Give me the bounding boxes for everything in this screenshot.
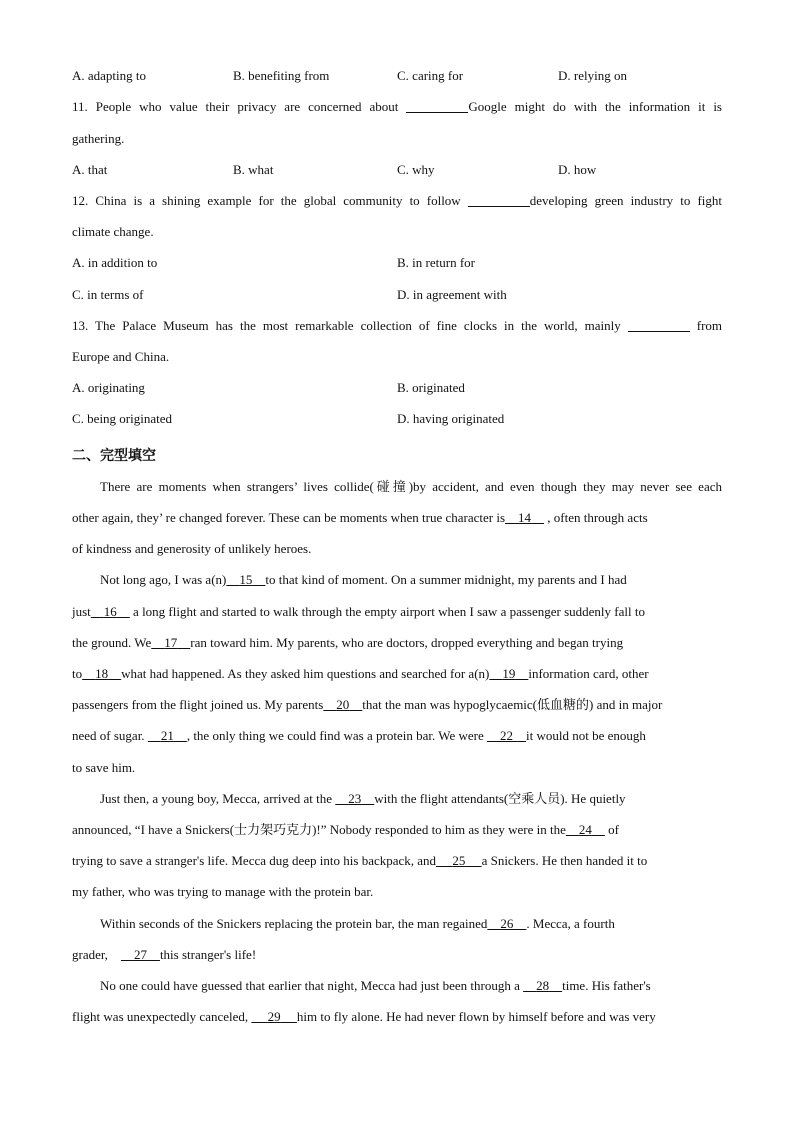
passage-line xyxy=(72,664,722,684)
passage-text: , often through acts xyxy=(544,510,648,525)
passage-line xyxy=(72,851,722,871)
blank-20 xyxy=(323,697,362,712)
blank-18 xyxy=(82,666,121,681)
blank-24 xyxy=(566,822,605,837)
q11-option-c: C. why xyxy=(397,162,435,177)
passage-text: flight was unexpectedly canceled, xyxy=(72,1009,249,1024)
blank-22 xyxy=(487,728,526,743)
passage-text: to xyxy=(72,666,83,681)
blank-number: 29 xyxy=(267,1009,281,1024)
q12-options-row2 xyxy=(72,285,722,305)
q11-stem-part2: Google might do with the information it is xyxy=(468,99,722,114)
blank-27 xyxy=(121,947,160,962)
q12-option-a: A. in addition to xyxy=(72,255,158,270)
blank-number: 26 xyxy=(500,916,514,931)
passage-line xyxy=(72,695,722,715)
blank-number: 14 xyxy=(518,510,532,525)
passage-text: this stranger's life! xyxy=(159,947,257,962)
passage-text: grader, xyxy=(72,947,108,962)
passage-text: the ground. We xyxy=(72,635,152,650)
passage-text: just xyxy=(72,604,91,619)
q12-stem-part2: developing green industry to fight xyxy=(529,193,722,208)
passage-text: Within seconds of the Snickers replacing the protein bar, the man regained xyxy=(100,916,488,931)
blank-number: 16 xyxy=(103,604,117,619)
passage-line xyxy=(72,508,722,528)
blank-number: 20 xyxy=(336,697,350,712)
passage-text: a Snickers. He then handed it to xyxy=(481,853,648,868)
passage-line xyxy=(72,945,722,965)
blank-26 xyxy=(487,916,526,931)
blank-17 xyxy=(151,635,190,650)
passage-text: need of sugar. xyxy=(72,728,145,743)
passage-line: There are moments when strangers’ lives collide(碰撞)by accident, and even though they may never see each xyxy=(100,479,722,494)
q12-stem-line1 xyxy=(72,191,722,211)
passage-text: other again, they’ re changed forever. These can be moments when true character is xyxy=(72,510,506,525)
blank-number: 15 xyxy=(239,572,253,587)
q13-stem-part2: from xyxy=(696,318,723,333)
passage-text: it would not be enough xyxy=(525,728,646,743)
passage-line: my father, who was trying to manage with the protein bar. xyxy=(72,884,374,899)
q11-options xyxy=(72,160,722,180)
passage-text: him to fly alone. He had never flown by himself before and was very xyxy=(296,1009,656,1024)
blank-19 xyxy=(489,666,528,681)
q10-options xyxy=(72,66,722,86)
passage-line: of kindness and generosity of unlikely heroes. xyxy=(72,541,312,556)
q13-stem-line1 xyxy=(72,316,722,336)
passage-text: ran toward him. My parents, who are doctors, dropped everything and began trying xyxy=(190,635,624,650)
passage-text: . Mecca, a fourth xyxy=(526,916,615,931)
passage-text: to that kind of moment. On a summer midnight, my parents and I had xyxy=(265,572,627,587)
passage-text: trying to save a stranger's life. Mecca dug deep into his backpack, and xyxy=(72,853,437,868)
q12-blank xyxy=(468,192,530,207)
q10-option-a: A. adapting to xyxy=(72,68,147,83)
q12-options-row1 xyxy=(72,253,722,273)
passage-text: a long flight and started to walk through the empty airport when I saw a passenger suddenly fall to xyxy=(129,604,645,619)
blank-number: 27 xyxy=(133,947,147,962)
q11-stem-part1: 11. People who value their privacy are concerned about xyxy=(72,99,399,114)
passage-text: No one could have guessed that earlier that night, Mecca had just been through a xyxy=(100,978,520,993)
q10-option-b: B. benefiting from xyxy=(233,68,330,83)
blank-number: 23 xyxy=(348,791,362,806)
q13-options-row1 xyxy=(72,378,722,398)
passage-text: announced, “I have a Snickers(士力架巧克力)!” Nobody responded to him as they were in the xyxy=(72,822,566,837)
passage-line xyxy=(72,602,722,622)
blank-29 xyxy=(251,1009,297,1024)
q12-stem-part1: 12. China is a shining example for the global community to follow xyxy=(72,193,461,208)
q13-blank xyxy=(628,317,690,332)
q13-option-a: A. originating xyxy=(72,380,145,395)
q11-option-a: A. that xyxy=(72,162,108,177)
passage-text: with the flight attendants(空乘人员). He quietly xyxy=(374,791,626,806)
blank-number: 19 xyxy=(502,666,516,681)
passage-text: that the man was hypoglycaemic(低血糖的) and in major xyxy=(362,697,663,712)
q11-stem-line1 xyxy=(72,97,722,117)
passage-line xyxy=(72,633,722,653)
passage-line xyxy=(72,726,722,746)
passage-line xyxy=(72,570,722,590)
blank-number: 21 xyxy=(160,728,174,743)
q12-option-b: B. in return for xyxy=(397,255,475,270)
q13-option-c: C. being originated xyxy=(72,411,173,426)
passage-text: passengers from the flight joined us. My parents xyxy=(72,697,324,712)
passage-text: what had happened. As they asked him questions and searched for a(n) xyxy=(121,666,490,681)
passage-line xyxy=(72,789,722,809)
q13-option-d: D. having originated xyxy=(397,411,505,426)
blank-23 xyxy=(335,791,374,806)
q13-stem-part1: 13. The Palace Museum has the most remarkable collection of fine clocks in the world, mainly xyxy=(72,318,621,333)
blank-number: 22 xyxy=(499,728,513,743)
q10-option-c: C. caring for xyxy=(397,68,464,83)
passage-line xyxy=(72,1007,722,1027)
blank-14 xyxy=(505,510,544,525)
passage-line xyxy=(72,820,722,840)
q12-option-c: C. in terms of xyxy=(72,287,144,302)
passage-text: Just then, a young boy, Mecca, arrived at the xyxy=(100,791,333,806)
blank-21 xyxy=(148,728,187,743)
passage-line xyxy=(72,914,722,934)
passage-text: time. His father's xyxy=(562,978,651,993)
section-title: 二、完型填空 xyxy=(72,448,156,464)
q11-option-d: D. how xyxy=(558,162,597,177)
passage-text: Not long ago, I was a(n) xyxy=(100,572,227,587)
blank-16 xyxy=(91,604,130,619)
q13-stem-line2: Europe and China. xyxy=(72,349,170,364)
q10-option-d: D. relying on xyxy=(558,68,627,83)
passage-line xyxy=(72,976,722,996)
q11-blank xyxy=(406,98,468,113)
q13-option-b: B. originated xyxy=(397,380,465,395)
blank-15 xyxy=(226,572,265,587)
passage-text: , the only thing we could find was a protein bar. We were xyxy=(186,728,484,743)
blank-number: 17 xyxy=(164,635,178,650)
q11-option-b: B. what xyxy=(233,162,274,177)
blank-number: 28 xyxy=(536,978,550,993)
blank-number: 25 xyxy=(452,853,466,868)
passage-line: to save him. xyxy=(72,760,136,775)
blank-number: 18 xyxy=(95,666,109,681)
q12-option-d: D. in agreement with xyxy=(397,287,507,302)
passage-text: of xyxy=(608,822,619,837)
passage-text: information card, other xyxy=(528,666,649,681)
q13-options-row2 xyxy=(72,409,722,429)
blank-25 xyxy=(436,853,482,868)
q11-stem-line2: gathering. xyxy=(72,131,125,146)
blank-28 xyxy=(523,978,562,993)
q12-stem-line2: climate change. xyxy=(72,224,154,239)
blank-number: 24 xyxy=(578,822,592,837)
